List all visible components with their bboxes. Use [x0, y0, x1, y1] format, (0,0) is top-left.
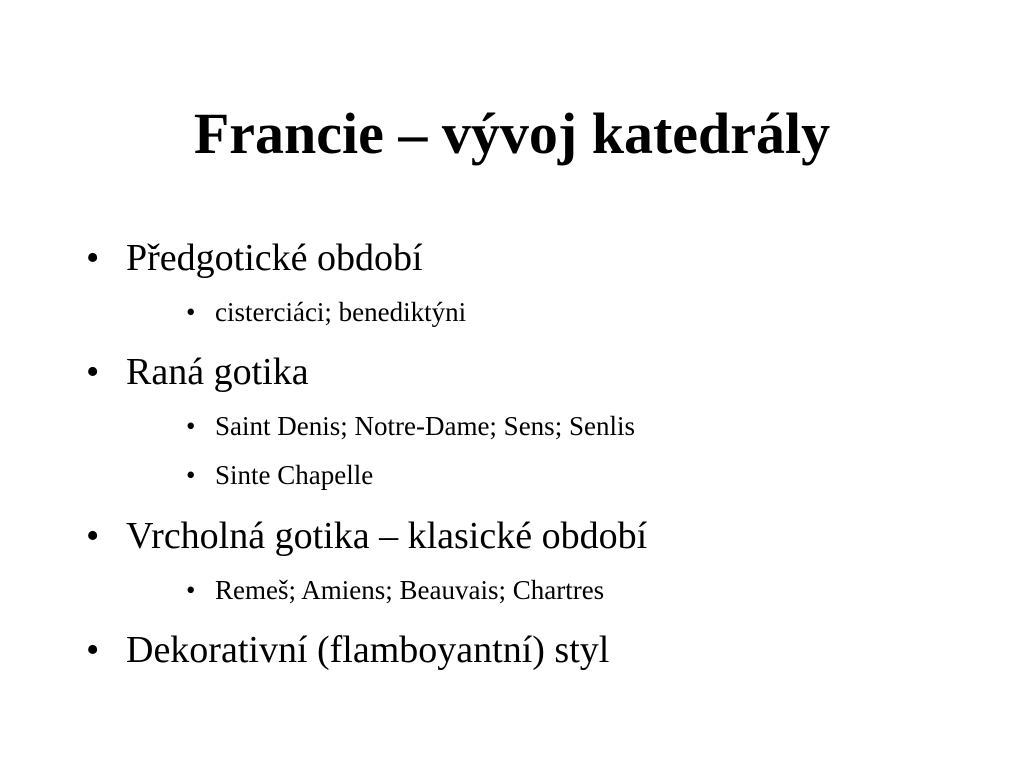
bullet-icon: • — [86, 237, 100, 279]
bullet-item-level1 — [86, 236, 423, 280]
bullet-text: Raná gotika — [126, 351, 309, 393]
bullet-item-level2 — [186, 296, 466, 328]
bullet-text: Saint Denis; Notre-Dame; Sens; Senlis — [215, 411, 635, 441]
bullet-icon: • — [186, 575, 196, 605]
bullet-icon: • — [186, 411, 196, 441]
bullet-item-level1 — [86, 514, 647, 558]
bullet-item-level2 — [186, 574, 604, 606]
bullet-item-level2 — [186, 410, 635, 442]
slide-title: Francie – vývoj katedrály — [193, 101, 831, 166]
bullet-item-level1 — [86, 628, 609, 672]
bullet-text: Vrcholná gotika – klasické období — [126, 515, 648, 557]
bullet-item-level2 — [186, 459, 373, 491]
bullet-icon: • — [186, 297, 196, 327]
bullet-icon: • — [86, 515, 100, 557]
bullet-text: Dekorativní (flamboyantní) styl — [126, 629, 610, 671]
bullet-text: Předgotické období — [126, 237, 423, 279]
bullet-text: Remeš; Amiens; Beauvais; Chartres — [215, 575, 605, 605]
bullet-icon: • — [86, 351, 100, 393]
bullet-icon: • — [186, 460, 196, 490]
bullet-text: Sinte Chapelle — [215, 460, 374, 490]
bullet-text: cisterciáci; benediktýni — [215, 297, 467, 327]
bullet-item-level1 — [86, 350, 309, 394]
bullet-icon: • — [86, 629, 100, 671]
